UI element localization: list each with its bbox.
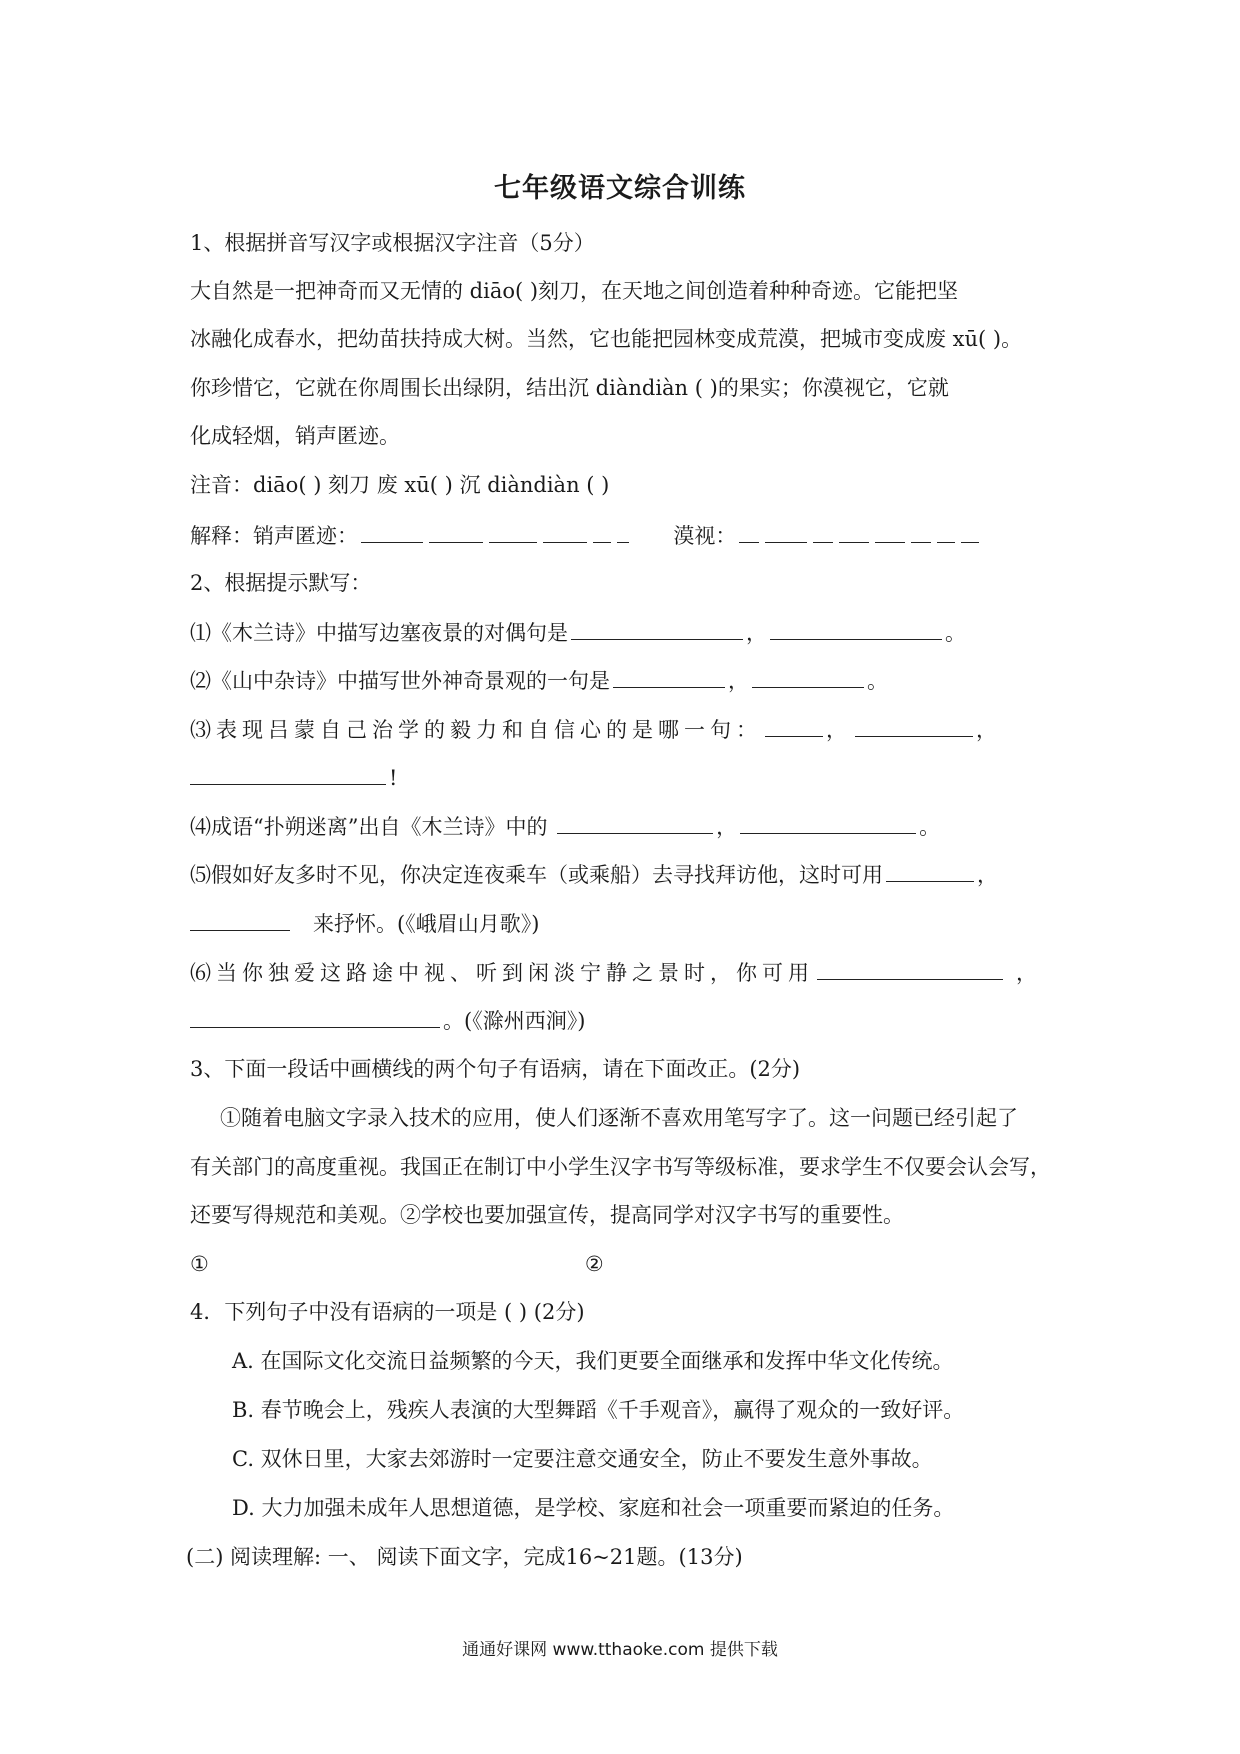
q2-item-3	[190, 714, 1060, 745]
answer-blank[interactable]	[739, 520, 759, 543]
answer-blank[interactable]	[855, 714, 973, 737]
q2-item-1	[190, 617, 1060, 648]
q3-answer-1-marker: ①	[190, 1252, 209, 1276]
answer-blank[interactable]	[770, 617, 942, 640]
q2-item-3-cont	[190, 762, 1060, 793]
q1-paragraph-line-3: 你珍惜它，它就在你周围长出绿阴，结出沉 diàndiàn ( )的果实；你漠视它，它就	[190, 376, 949, 400]
q3-paragraph-line-3: 还要写得规范和美观。②学校也要加强宣传，提高同学对汉字书写的重要性。	[190, 1203, 904, 1227]
punct: ，	[716, 815, 738, 839]
punct: ，	[826, 718, 852, 742]
answer-blank[interactable]	[613, 665, 725, 688]
q3-answer-2-marker: ②	[584, 1252, 604, 1276]
q2-item-6-cont	[190, 1005, 1060, 1036]
punct: 。	[919, 815, 941, 839]
punct: ，	[977, 863, 998, 887]
punct: 。	[945, 621, 966, 645]
answer-blank[interactable]	[765, 714, 823, 737]
answer-blank[interactable]	[190, 762, 386, 785]
punct: ，	[746, 621, 767, 645]
q4-option-b[interactable]: B. 春节晚会上，残疾人表演的大型舞蹈《千手观音》，赢得了观众的一致好评。	[232, 1398, 965, 1422]
answer-blank[interactable]	[429, 520, 483, 543]
q3-answer-line	[190, 1249, 1060, 1279]
q2-item-5-cont	[190, 908, 1060, 939]
q2-heading: 2、根据提示默写：	[190, 571, 372, 595]
q3-paragraph-line-1: ①随着电脑文字录入技术的应用，使人们逐渐不喜欢用笔写字了。这一问题已经引起了	[220, 1106, 1018, 1130]
q3-paragraph-line-2: 有关部门的高度重视。我国正在制订中小学生汉字书写等级标准，要求学生不仅要会认会写，	[190, 1155, 1051, 1179]
answer-blank[interactable]	[937, 520, 955, 543]
q2-item-1-text: ⑴《木兰诗》中描写边塞夜景的对偶句是	[190, 621, 568, 645]
answer-blank[interactable]	[886, 859, 974, 882]
jieshi-label-a: 解释：销声匿迹：	[190, 524, 358, 548]
punct: ，	[1016, 961, 1042, 985]
answer-blank[interactable]	[557, 811, 713, 834]
answer-blank[interactable]	[817, 957, 1003, 980]
punct: ，	[728, 669, 749, 693]
answer-blank[interactable]	[839, 520, 869, 543]
answer-blank[interactable]	[593, 520, 611, 543]
q3-heading: 3、下面一段话中画横线的两个句子有语病，请在下面改正。(2分)	[190, 1057, 801, 1081]
answer-blank[interactable]	[190, 908, 290, 931]
q2-item-6-source: 。(《滁州西涧》)	[443, 1009, 586, 1033]
punct: ，	[976, 718, 1002, 742]
answer-blank[interactable]	[543, 520, 587, 543]
q2-item-2-text: ⑵《山中杂诗》中描写世外神奇景观的一句是	[190, 669, 610, 693]
q2-item-6	[190, 957, 1060, 988]
answer-blank[interactable]	[813, 520, 833, 543]
q2-item-4	[190, 811, 1060, 842]
punct: !	[389, 766, 398, 790]
q4-option-c[interactable]: C. 双休日里，大家去郊游时一定要注意交通安全，防止不要发生意外事故。	[232, 1447, 933, 1471]
answer-blank[interactable]	[571, 617, 743, 640]
q2-item-2	[190, 665, 1060, 696]
q1-heading: 1、根据拼音写汉字或根据汉字注音（5分）	[190, 231, 595, 255]
q2-item-5	[190, 859, 1060, 890]
q2-item-5-source: 来抒怀。(《峨眉山月歌》)	[313, 912, 540, 936]
answer-blank[interactable]	[752, 665, 864, 688]
answer-blank[interactable]	[361, 520, 423, 543]
q4-heading: 4．下列句子中没有语病的一项是 ( ) (2分)	[190, 1300, 585, 1324]
q1-paragraph-line-1: 大自然是一把神奇而又无情的 diāo( )刻刀，在天地之间创造着种种奇迹。它能把坚	[190, 279, 959, 303]
q2-item-6-text: ⑹当你独爱这路途中视、听到闲淡宁静之景时，你可用	[190, 961, 814, 985]
q4-option-a[interactable]: A. 在国际文化交流日益频繁的今天，我们更要全面继承和发挥中华文化传统。	[232, 1349, 954, 1373]
answer-blank[interactable]	[961, 520, 979, 543]
q2-item-3-text: ⑶表现吕蒙自己治学的毅力和自信心的是哪一句：	[190, 718, 762, 742]
q1-jieshi-line	[190, 520, 1060, 551]
q1-paragraph-line-2: 冰融化成春水，把幼苗扶持成大树。当然，它也能把园林变成荒漠，把城市变成废 xū( )。	[190, 327, 1023, 351]
punct: 。	[867, 669, 888, 693]
answer-blank[interactable]	[617, 520, 629, 543]
page-footer: 通通好课网 www.tthaoke.com 提供下载	[462, 1640, 778, 1660]
page-title: 七年级语文综合训练	[494, 173, 746, 204]
jieshi-label-b: 漠视：	[673, 524, 737, 548]
answer-blank[interactable]	[765, 520, 807, 543]
q2-item-4-text: ⑷成语“扑朔迷离”出自《木兰诗》中的	[190, 815, 548, 839]
q2-item-5-text: ⑸假如好友多时不见，你决定连夜乘车（或乘船）去寻找拜访他，这时可用	[190, 863, 883, 887]
answer-blank[interactable]	[875, 520, 905, 543]
q1-zhuyin-line: 注音：diāo( ) 刻刀 废 xū( ) 沉 diàndiàn ( )	[190, 473, 610, 497]
section-reading-heading: (二) 阅读理解: 一、 阅读下面文字，完成16~21题。(13分)	[186, 1545, 743, 1569]
answer-blank[interactable]	[740, 811, 916, 834]
answer-blank[interactable]	[489, 520, 537, 543]
answer-blank[interactable]	[190, 1005, 440, 1028]
q1-paragraph-line-4: 化成轻烟，销声匿迹。	[190, 424, 400, 448]
q4-option-d[interactable]: D. 大力加强未成年人思想道德，是学校、家庭和社会一项重要而紧迫的任务。	[232, 1496, 955, 1520]
answer-blank[interactable]	[911, 520, 931, 543]
